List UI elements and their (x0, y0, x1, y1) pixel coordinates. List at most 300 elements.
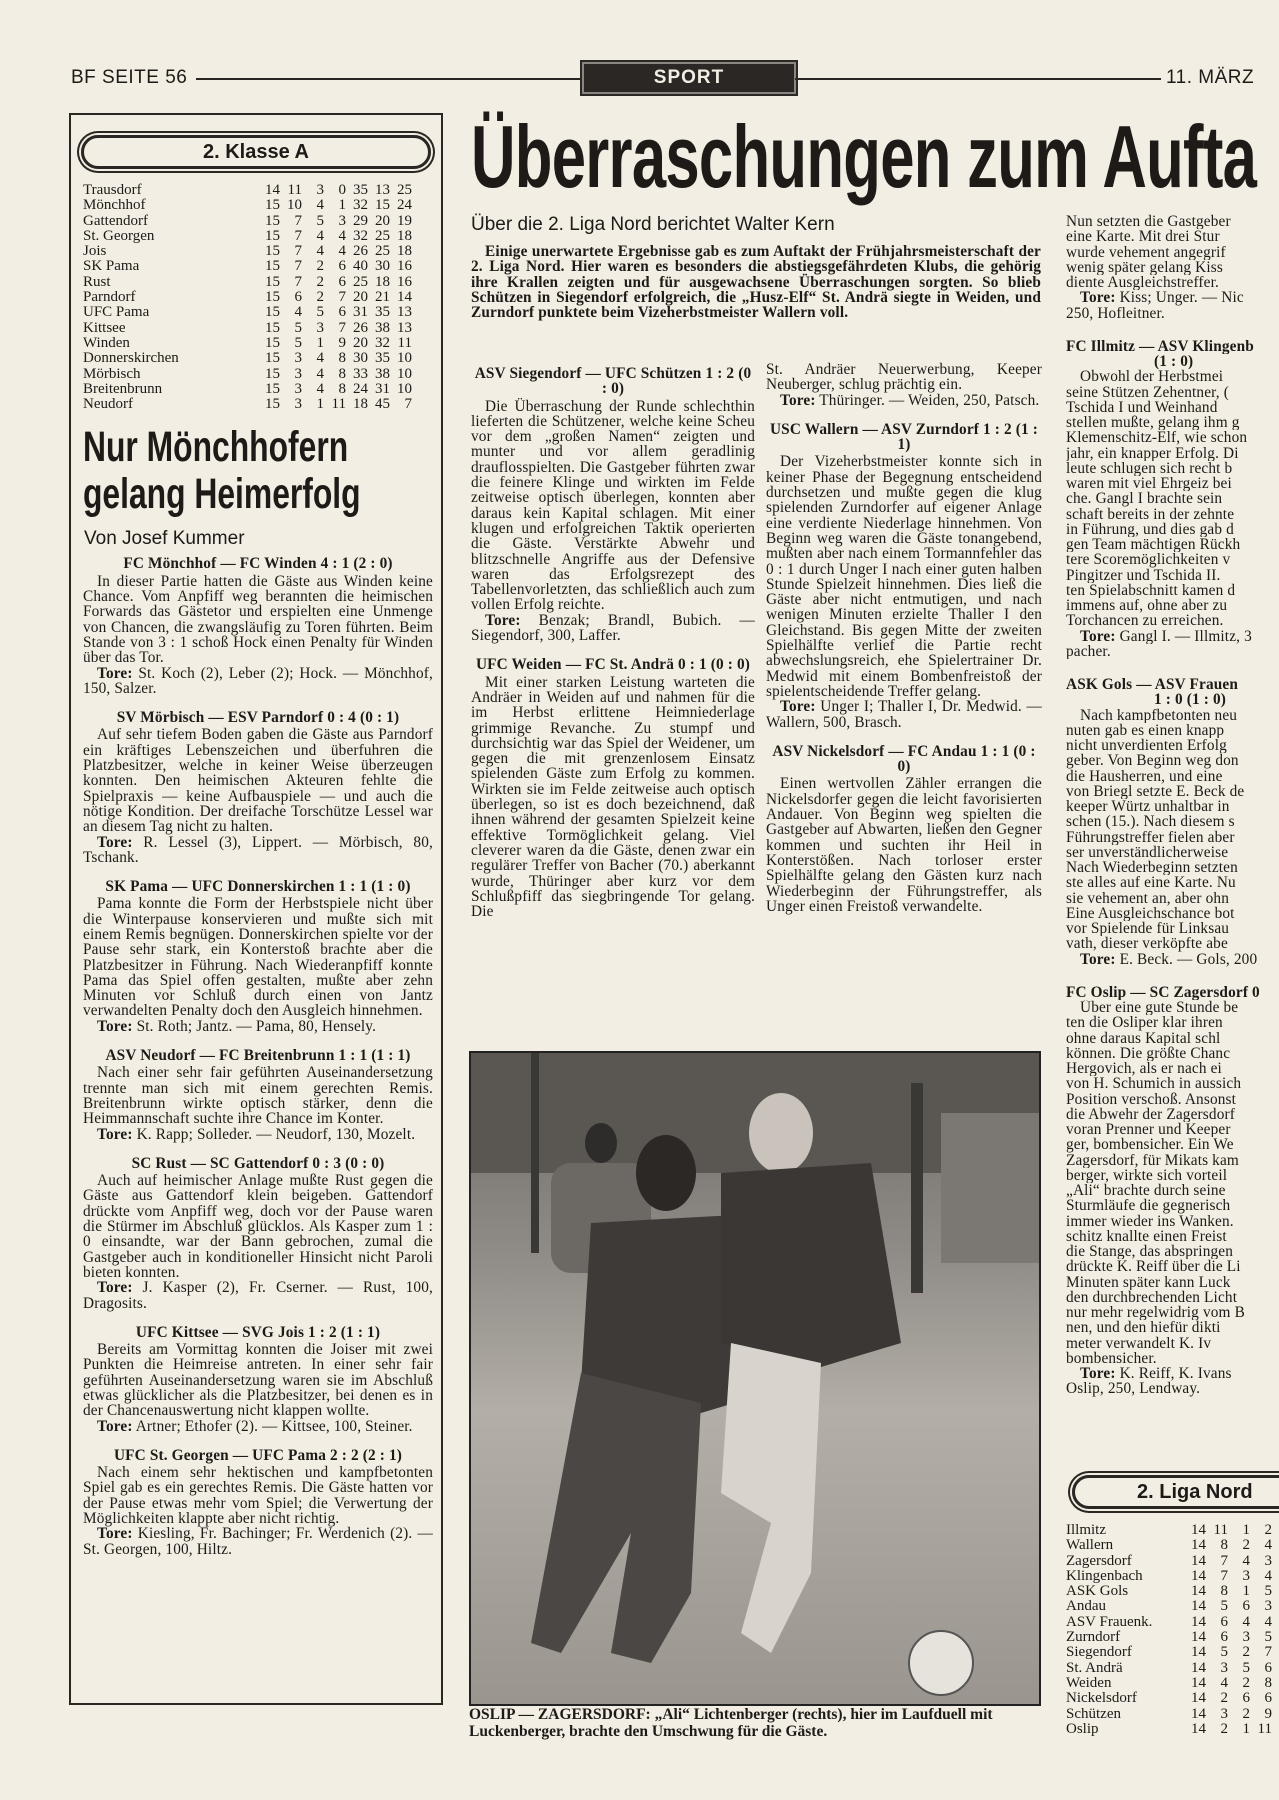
right-column (1066, 214, 1279, 1409)
stat-cell: 35 (375, 304, 390, 321)
stat-cell: 6 (1264, 1659, 1272, 1676)
tore-label: Tore: (780, 391, 816, 409)
stat-cell: 3 (294, 365, 302, 382)
scorers-text: Kiss; Unger. — Nic (1119, 290, 1244, 306)
stat-cell: 13 (375, 182, 390, 198)
stat-cell: 14 (1191, 1659, 1206, 1676)
team-name: Zurndorf (1066, 1629, 1121, 1646)
stat-cell: 35 (375, 350, 390, 367)
stat-cell: 5 (1264, 1629, 1272, 1646)
stat-cell: 18 (353, 396, 368, 413)
table-row (1066, 1523, 1272, 1538)
table-row (83, 382, 412, 397)
stat-cell: 7 (294, 227, 302, 244)
stat-cell: 4 (338, 227, 346, 244)
stat-cell: 4 (1242, 1552, 1250, 1569)
stat-cell: 2 (316, 258, 324, 275)
stat-cell: 3 (294, 380, 302, 397)
header-rule (196, 78, 580, 80)
stat-cell: 2 (1264, 1522, 1272, 1538)
game-scorers (83, 666, 433, 697)
stat-cell: 5 (294, 319, 302, 336)
table-row (83, 183, 412, 198)
report-line: eine Karte. Mit drei Stur (1066, 229, 1220, 245)
stat-cell: 10 (397, 350, 412, 367)
stat-cell: 20 (353, 289, 368, 306)
team-name: Andau (1066, 1598, 1106, 1615)
stat-cell: 3 (1220, 1705, 1228, 1722)
stat-cell: 7 (294, 212, 302, 229)
stat-cell: 4 (316, 365, 324, 382)
report-line: Nun setzten die Gastgeber (1066, 214, 1231, 230)
table-row (83, 275, 412, 290)
header-rule (795, 78, 1161, 80)
stat-cell: 14 (1191, 1583, 1206, 1600)
stat-cell: 2 (1242, 1644, 1250, 1661)
left-column (69, 113, 443, 1705)
stat-cell: 7 (1220, 1567, 1228, 1584)
left-headline (83, 424, 441, 524)
stat-cell: 2 (1242, 1674, 1250, 1691)
stat-cell: 2 (316, 273, 324, 290)
table-row (83, 367, 412, 382)
stat-cell: 15 (265, 380, 280, 397)
game-scorers (83, 1280, 433, 1311)
stat-cell: 4 (316, 243, 324, 260)
standings-table-2-liga-nord (1066, 1523, 1272, 1737)
table-row (1066, 1615, 1272, 1630)
stat-cell: 5 (294, 334, 302, 351)
byline: Von Josef Kummer (84, 528, 245, 550)
report-line: wurde vehement angegrif (1066, 244, 1226, 260)
stat-cell: 3 (294, 350, 302, 367)
report-line: Klemenschitz-Elf, wie schon (1066, 430, 1248, 446)
stat-cell: 1 (1242, 1522, 1250, 1538)
team-name: ASV Frauenk. (1066, 1613, 1153, 1630)
stat-cell: 4 (1220, 1674, 1228, 1691)
scorers-text: St. Koch (2), Leber (2); Hock. — Mönchhof, 150, Salzer. (83, 664, 433, 697)
game-heading-line: 1 : 0 (1 : 0) (1154, 692, 1227, 708)
stat-cell: 10 (287, 197, 302, 214)
stat-cell: 6 (338, 258, 346, 275)
game-scorers (83, 1019, 433, 1034)
match-photo (469, 1051, 1041, 1706)
stat-cell: 3 (338, 212, 346, 229)
report-line: in Führung, und dies gab d (1066, 521, 1234, 537)
game-scorers (83, 1419, 433, 1434)
stat-cell: 2 (1242, 1705, 1250, 1722)
table-row (1066, 1538, 1272, 1553)
table-row (83, 229, 412, 244)
table-row (83, 397, 412, 412)
report-line: keeper Würtz unhaltbar in (1066, 799, 1230, 815)
stat-cell: 6 (1264, 1690, 1272, 1707)
stat-cell: 3 (1264, 1552, 1272, 1569)
stat-cell: 4 (1264, 1613, 1272, 1630)
table-row (1066, 1554, 1272, 1569)
stat-cell: 14 (1191, 1567, 1206, 1584)
report-line: Nach Wiederbeginn setzten (1066, 860, 1238, 876)
stat-cell: 1 (1242, 1583, 1250, 1600)
stat-cell: 5 (1220, 1644, 1228, 1661)
scorers-line (1066, 1381, 1279, 1396)
stat-cell: 15 (375, 197, 390, 214)
table-row (83, 290, 412, 305)
headline-line-1: Nur Mönchhofern (83, 423, 349, 472)
stat-cell: 11 (287, 182, 302, 198)
report-line: Sturmläufe die gegnerisch (1066, 1198, 1231, 1214)
main-byline: Über die 2. Liga Nord berichtet Walter Kern (471, 214, 835, 235)
stat-cell: 14 (265, 182, 280, 198)
stat-cell: 15 (265, 289, 280, 306)
stat-cell: 25 (375, 227, 390, 244)
main-headline: Überraschungen zum Aufta (471, 107, 1257, 206)
stat-cell: 15 (265, 334, 280, 351)
stat-cell: 14 (1191, 1720, 1206, 1737)
scorers-text: K. Reiff, K. Ivans (1119, 1366, 1232, 1382)
section-gap (1066, 967, 1279, 979)
team-name: Illmitz (1066, 1522, 1106, 1538)
stat-cell: 15 (265, 396, 280, 413)
stat-cell: 4 (316, 380, 324, 397)
stat-cell: 14 (1191, 1613, 1206, 1630)
stat-cell: 18 (375, 273, 390, 290)
tore-label: Tore: (97, 833, 133, 851)
photo-caption: OSLIP — ZAGERSDORF: „Ali“ Lichtenberger (rechts), hier im Laufduell mit Luckenberger, brachte den Umschwung für die Gäste. (469, 1706, 993, 1740)
stat-cell: 13 (397, 304, 412, 321)
table-row (1066, 1630, 1272, 1645)
headline-line-2: gelang Heimerfolg (83, 470, 361, 519)
game-report: Einen wertvollen Zähler errangen die Nickelsdorfer gegen die leicht favorisierten Andauer. Von Beginn weg spielten die Gastgeber auf Abwarten, ließen den Gegner kommen und suchten ihr Heil in Konterstößen. Nach torloser erster Spielhälfte gelang den Gästen kurz nach Wiederbeginn der Führungstreffer, als Unger einen Freistoß verwandelte. (766, 775, 1042, 915)
table-title: 2. Liga Nord (1072, 1475, 1279, 1509)
team-name: Oslip (1066, 1720, 1099, 1737)
report-line: von H. Schumich in aussich (1066, 1076, 1242, 1092)
report-line: tere Scoremöglichkeiten v (1066, 552, 1231, 568)
scorers-text: St. Roth; Jantz. — Pama, 80, Hensely. (132, 1017, 377, 1035)
stat-cell: 6 (338, 273, 346, 290)
game-heading: UFC Weiden — FC St. Andrä 0 : 1 (0 : 0) (475, 656, 751, 674)
report-line: nicht unverdienten Erfolg (1066, 738, 1227, 754)
team-name: Trausdorf (83, 182, 142, 198)
scorers-text: 250, Hofleitner. (1066, 305, 1165, 321)
stat-cell: 15 (265, 212, 280, 229)
stat-cell: 5 (1242, 1659, 1250, 1676)
report-line: gen Team mächtigen Rückh (1066, 537, 1241, 553)
main-column-2 (766, 362, 1042, 1057)
scorers-line (1066, 644, 1279, 659)
table-row (83, 214, 412, 229)
scorers-text: Gangl I. — Illmitz, 3 (1119, 628, 1252, 644)
scorers-line (1066, 952, 1279, 967)
stat-cell: 14 (1191, 1674, 1206, 1691)
scorers-line (1066, 1366, 1279, 1381)
team-name: Nickelsdorf (1066, 1690, 1137, 1707)
scorers-text: pacher. (1066, 643, 1111, 659)
stat-cell: 11 (1213, 1522, 1228, 1538)
stat-cell: 11 (1257, 1720, 1272, 1737)
game-report: Auch auf heimischer Anlage mußte Rust gegen die Gäste aus Gattendorf klein beigeben. Gattendorf drückte vom Anpfiff weg, doch vor der Pause waren die Stürmer im Abschluß glücklos. Als Kasper zum 1 : 0 einsandte, war der Bann gebrochen, zumal die Gastgeber auch in konditioneller Hinsicht nicht Paroli bieten konnten. (83, 1172, 433, 1281)
section-label: SPORT (580, 60, 798, 96)
report-line: Führungstreffer fielen aber (1066, 829, 1235, 845)
table-row (1066, 1676, 1272, 1691)
section-gap (1066, 659, 1279, 671)
report-line: Obwohl der Herbstmei (1080, 369, 1224, 385)
tore-label: Tore: (97, 1525, 133, 1543)
report-line: voran Prenner und Keeper (1066, 1122, 1231, 1138)
game-heading: ASV Neudorf — FC Breitenbrunn 1 : 1 (1 : 1) (105, 1047, 411, 1065)
stat-cell: 7 (294, 273, 302, 290)
stat-cell: 25 (375, 243, 390, 260)
scorers-text: J. Kasper (2), Fr. Cserner. — Rust, 100, Dragosits. (83, 1279, 433, 1312)
game-heading: SK Pama — UFC Donnerskirchen 1 : 1 (1 : 0) (105, 878, 411, 896)
scorers-line (1066, 290, 1279, 305)
stat-cell: 32 (353, 227, 368, 244)
report-line: meter verwandelt K. Iv (1066, 1335, 1212, 1351)
stat-cell: 3 (316, 182, 324, 198)
stat-cell: 5 (1264, 1583, 1272, 1600)
report-line: ger, bombensicher. Ein We (1066, 1137, 1234, 1153)
team-name: Mörbisch (83, 365, 141, 382)
stat-cell: 40 (353, 258, 368, 275)
stat-cell: 35 (353, 182, 368, 198)
team-name: Rust (83, 273, 111, 290)
tore-label: Tore: (97, 1125, 133, 1143)
stat-cell: 18 (397, 227, 412, 244)
stat-cell: 29 (353, 212, 368, 229)
report-line: schitz knallte einen Freist (1066, 1228, 1227, 1244)
team-name: St. Georgen (83, 227, 155, 244)
stat-cell: 4 (1264, 1567, 1272, 1584)
report-line: nuten gab es einen knapp (1066, 722, 1225, 738)
stat-cell: 8 (338, 365, 346, 382)
stat-cell: 14 (1191, 1690, 1206, 1707)
report-line: Position verschoß. Ansonst (1066, 1091, 1237, 1107)
team-name: Winden (83, 334, 130, 351)
scorers-text: R. Lessel (3), Lippert. — Mörbisch, 80, Tschank. (83, 833, 433, 866)
game-report: Nach einer sehr fair geführten Auseinandersetzung trennte man sich mit einem gerechten Remis. Breitenbrunn wirkte optisch stärker, denn die Heimmannschaft suchte ihre Chance im Konter. (83, 1064, 433, 1128)
table-title: 2. Klasse A (81, 135, 431, 169)
stat-cell: 15 (265, 197, 280, 214)
stat-cell: 6 (1242, 1598, 1250, 1615)
scorers-line (1066, 629, 1279, 644)
report-line: Tschida I und Weinhand (1066, 399, 1218, 415)
stat-cell: 14 (1191, 1644, 1206, 1661)
stat-cell: 45 (375, 396, 390, 413)
team-name: ASK Gols (1066, 1583, 1129, 1600)
scorers-text: K. Rapp; Solleder. — Neudorf, 130, Mozelt. (132, 1125, 416, 1143)
table-row (1066, 1599, 1272, 1614)
report-line: seine Stützen Zehentner, ( (1066, 384, 1229, 400)
stat-cell: 9 (1264, 1705, 1272, 1722)
team-name: UFC Pama (83, 304, 150, 321)
report-line: die Hausherren, und eine (1066, 768, 1223, 784)
report-line: nur mehr regelwidrig vom B (1066, 1305, 1245, 1321)
scorers-text: Oslip, 250, Lendway. (1066, 1381, 1201, 1397)
report-line: Hergovich, als er nach ei (1066, 1061, 1222, 1077)
report-line: che. Gangl I brachte sein (1066, 491, 1223, 507)
stat-cell: 6 (1220, 1629, 1228, 1646)
game-report: Mit einer starken Leistung warteten die Andräer in Weiden auf und nahmen für die im Herbst erlittene Heimniederlage grimmige Revanche. Zu stumpf und durchsichtig war das Spiel der Weidener, um gegen die mit grenzenlosem Einsatz spielenden Gäste zum Erfolg zu kommen. Wirkten sie im Felde zeitweise auch optisch überlegen, so ist es doch bezeichnend, daß ihnen während der gesamten Spielzeit keine effektive Tormöglichkeit gelang. Viel cleverer waren da die Gäste, denen zwar ein regulärer Treffer von Bacher (70.) aberkannt wurde, Thüringer aber kurz vor dem Schlußpfiff das siegbringende Tor gelang. Die (471, 673, 755, 921)
game-heading: UFC St. Georgen — UFC Pama 2 : 2 (2 : 1) (113, 1446, 403, 1464)
table-row (83, 336, 412, 351)
stat-cell: 14 (1191, 1629, 1206, 1646)
stat-cell: 1 (316, 334, 324, 351)
stat-cell: 8 (1220, 1583, 1228, 1600)
report-line: ten die Osliper klar ihren (1066, 1015, 1223, 1031)
stat-cell: 4 (316, 227, 324, 244)
game-scorers (766, 393, 1042, 408)
tore-label: Tore: (97, 1017, 133, 1035)
stat-cell: 15 (265, 350, 280, 367)
report-line: von Briegl setzte E. Beck de (1066, 783, 1245, 799)
stat-cell: 32 (353, 197, 368, 214)
tore-label: Tore: (1080, 290, 1116, 306)
report-line: „Ali“ brachte durch seine (1066, 1183, 1226, 1199)
game-scorers (83, 1526, 433, 1557)
scorers-text: Benzak; Brandl, Bubich. — Siegendorf, 300, Laffer. (471, 611, 755, 645)
game-heading: SV Mörbisch — ESV Parndorf 0 : 4 (0 : 1) (116, 709, 400, 727)
stat-cell: 24 (353, 380, 368, 397)
game-report: Pama konnte die Form der Herbstspiele nicht über die Winterpause konservieren und mußte sich mit einem Remis begnügen. Donnerskirchen spielte vor der Pause sehr stark, ein Konterstoß brachte aber die Platzbesitzer in Führung. Nach Wiederanpfiff konnte Pama das Spiel offen gestalten, mußte aber zehn Minuten vor Schluß durch einen von Jantz verwandelten Penalty doch den Ausgleich hinnehmen. (83, 895, 433, 1020)
report-line: ste alles auf eine Karte. Nu (1066, 875, 1236, 891)
stat-cell: 4 (338, 243, 346, 260)
stat-cell: 14 (1191, 1537, 1206, 1554)
stat-cell: 3 (1242, 1629, 1250, 1646)
stat-cell: 4 (316, 350, 324, 367)
game-heading: ASV Nickelsdorf — FC Andau 1 : 1 (0 : 0) (772, 742, 1036, 776)
stat-cell: 19 (397, 212, 412, 229)
game-scorers (83, 1127, 433, 1142)
report-line: vath, dieser verköpfte abe (1066, 936, 1228, 952)
team-name: Zagersdorf (1066, 1552, 1132, 1569)
tore-label: Tore: (780, 698, 816, 716)
football-players-image (471, 1053, 1039, 1704)
team-name: Weiden (1066, 1674, 1112, 1691)
team-name: Mönchhof (83, 197, 146, 214)
report-line: Zagersdorf, für Mikats kam (1066, 1152, 1239, 1168)
stat-cell: 6 (338, 304, 346, 321)
stat-cell: 15 (265, 365, 280, 382)
game-report: Bereits am Vormittag konnten die Joiser mit zwei Punkten die Heimreise antreten. In einer sehr fair geführten Auseinandersetzung waren sie im Abschluß etwas glücklicher als die Platzbesitzer, bei denen es in der Chancenauswertung nicht klappen wollte. (83, 1341, 433, 1420)
stat-cell: 14 (397, 289, 412, 306)
stat-cell: 16 (397, 273, 412, 290)
stat-cell: 15 (265, 273, 280, 290)
stat-cell: 7 (294, 243, 302, 260)
stat-cell: 26 (353, 243, 368, 260)
stat-cell: 38 (375, 319, 390, 336)
issue-date: 11. MÄRZ (1166, 67, 1255, 88)
report-line: Pingitzer und Tschida II. (1066, 567, 1221, 583)
report-line: den durchbrechenden Licht (1066, 1289, 1238, 1305)
stat-cell: 30 (375, 258, 390, 275)
team-name: St. Andrä (1066, 1659, 1123, 1676)
stat-cell: 3 (1220, 1659, 1228, 1676)
stat-cell: 13 (397, 319, 412, 336)
game-scorers (766, 699, 1042, 730)
game-report: In dieser Partie hatten die Gäste aus Winden keine Chance. Vom Anpfiff weg berannten die heimischen Forwards das Gästetor und erspielten eine Unmenge von Chancen, die zwangsläufig zu Toren führten. Beim Stande von 3 : 1 schoß Hock einen Penalty für Winden über das Tor. (83, 572, 433, 667)
stat-cell: 1 (338, 197, 346, 214)
team-name: Klingenbach (1066, 1567, 1143, 1584)
stat-cell: 3 (1242, 1567, 1250, 1584)
stat-cell: 6 (294, 289, 302, 306)
stat-cell: 26 (353, 319, 368, 336)
stat-cell: 11 (397, 334, 412, 351)
game-report: Die Überraschung der Runde schlechthin lieferten die Schützener, welche keine Scheu vor dem „großen Namen“ zeigten und munter und vor allem geradlinig drauflosspielten. Die Gastgeber führten zwar die feinere Klinge und wirkten im Felde zeitweise optisch überlegen, konnten aber daraus kein Kapital schlagen. Mit einer klugen und erfolgreichen Taktik operierten die Gäste. Verstärkte Abwehr und blitzschnelle Angriffe aus der Defensive waren das Erfolgsrezept des Tabellenvorletzten, das schließlich auch zum vollen Erfolg reichte. (471, 397, 755, 614)
stat-cell: 30 (353, 350, 368, 367)
stat-cell: 7 (1264, 1644, 1272, 1661)
scorers-text: Thüringer. — Weiden, 250, Patsch. (815, 391, 1040, 409)
report-line: Minuten später kann Luck (1066, 1274, 1231, 1290)
report-line: ohne daraus Kapital schl (1066, 1030, 1221, 1046)
table-row (83, 198, 412, 213)
report-line: ser unverständlicherweise (1066, 844, 1229, 860)
stat-cell: 38 (375, 365, 390, 382)
table-row (1066, 1691, 1272, 1706)
scorers-line (1066, 306, 1279, 321)
report-line: nen, und den hiefür dikti (1066, 1320, 1221, 1336)
scorers-text: E. Beck. — Gols, 200 (1119, 951, 1258, 967)
tore-label: Tore: (485, 611, 521, 629)
page-number: BF SEITE 56 (71, 67, 188, 88)
team-name: Kittsee (83, 319, 126, 336)
stat-cell: 7 (1220, 1552, 1228, 1569)
game-heading: ASV Siegendorf — UFC Schützen 1 : 2 (0 : 0) (474, 365, 752, 398)
game-heading: USC Wallern — ASV Zurndorf 1 : 2 (1 : 1) (769, 420, 1039, 454)
game-scorers (471, 613, 755, 644)
stat-cell: 5 (316, 304, 324, 321)
report-line: Torchancen zu erreichen. (1066, 613, 1224, 629)
scorers-text: Artner; Ethofer (2). — Kittsee, 100, Steiner. (132, 1417, 413, 1435)
stat-cell: 7 (404, 396, 412, 413)
team-name: Breitenbrunn (83, 380, 163, 397)
report-line: ten Spielabschnitt kamen d (1066, 582, 1236, 598)
tore-label: Tore: (1080, 951, 1116, 967)
stat-cell: 4 (1264, 1537, 1272, 1554)
report-line: waren mit viel Ehrgeiz bei (1066, 476, 1232, 492)
report-line: leute schlugen sich recht b (1066, 460, 1233, 476)
stat-cell: 3 (294, 396, 302, 413)
stat-cell: 0 (338, 182, 346, 198)
team-name: SK Pama (83, 258, 140, 275)
stat-cell: 8 (338, 380, 346, 397)
stat-cell: 32 (375, 334, 390, 351)
table-row (1066, 1722, 1272, 1737)
stat-cell: 11 (331, 396, 346, 413)
table-row (83, 305, 412, 320)
game-report: Der Vizeherbstmeister konnte sich in keiner Phase der Begegnung entscheidend durchsetzen und mußte gegen die klug spielenden Zurndorfer auf eigener Anlage eine verdiente Niederlage hinnehmen. Von Beginn weg waren die Gäste tonangebend, mußten aber nach einem Tormannfehler das 0 : 1 durch Unger I nach einer guten halben Stunde Spielzeit hinnehmen. Dies ließ die Gäste aber nicht entmutigen, und nach wenigen Minuten erzielte Thaller I den Gleichstand. Bis gegen Mitte der zweiten Spielhälfte verlief die Partie recht abwechslungsreich, ehe Spielertrainer Dr. Medwid mit einem Bombenfreistoß der spielentscheidende Treffer gelang. (766, 453, 1042, 700)
report-line: vor Spielende für Linksau (1066, 921, 1230, 937)
table-row (83, 259, 412, 274)
team-name: Neudorf (83, 396, 133, 413)
report-line: sie vehement an, aber ohn (1066, 890, 1230, 906)
section-gap (1066, 321, 1279, 333)
stat-cell: 20 (353, 334, 368, 351)
stat-cell: 5 (1220, 1598, 1228, 1615)
stat-cell: 8 (1264, 1674, 1272, 1691)
left-article-body (83, 556, 433, 1557)
standings-2-liga-nord (1066, 1475, 1279, 1737)
standings-table-2-klasse-a (83, 183, 412, 412)
stat-cell: 33 (353, 365, 368, 382)
stat-cell: 7 (294, 258, 302, 275)
table-row (1066, 1645, 1272, 1660)
stat-cell: 14 (1191, 1522, 1206, 1538)
team-name: Gattendorf (83, 212, 148, 229)
report-line: die Stange, das abspringen (1066, 1244, 1234, 1260)
game-heading: UFC Kittsee — SVG Jois 1 : 2 (1 : 1) (135, 1323, 381, 1341)
tore-label: Tore: (97, 1417, 133, 1435)
table-row (83, 244, 412, 259)
